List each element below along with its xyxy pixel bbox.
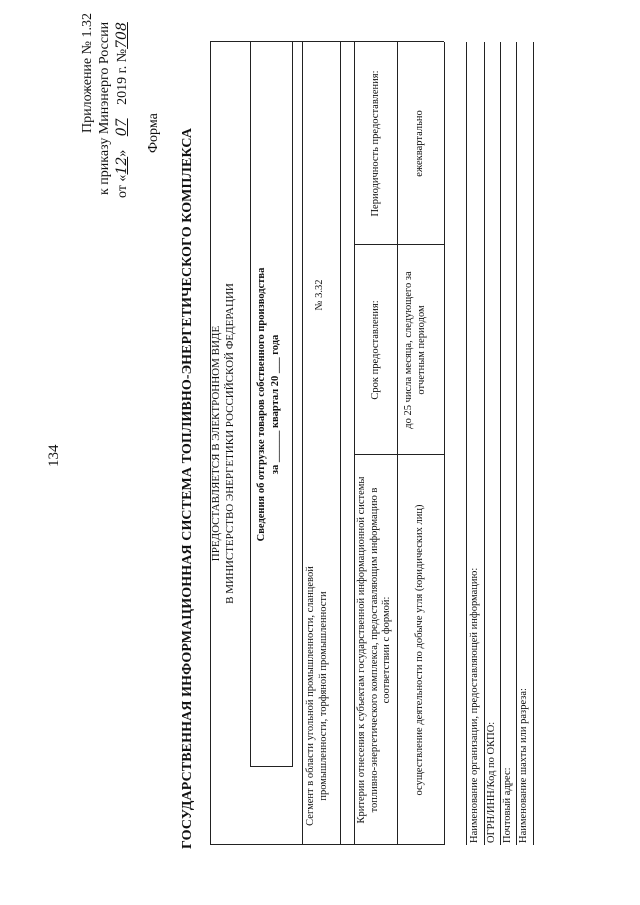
- appendix-line-2: к приказу Минэнерго России: [97, 21, 112, 195]
- fields-border: [516, 42, 517, 845]
- criteria-border: [397, 42, 398, 845]
- table-border: [444, 42, 445, 845]
- submission-line-1: ПРЕДОСТАВЛЯЕТСЯ В ЭЛЕКТРОННОМ ВИДЕ: [210, 325, 222, 562]
- order-number: 708: [114, 22, 130, 49]
- criteria-border: [354, 244, 444, 245]
- page-number: 134: [46, 444, 62, 467]
- field-address: Почтовый адрес:: [502, 767, 513, 843]
- submission-line-2: В МИНИСТЕРСТВО ЭНЕРГЕТИКИ РОССИЙСКОЙ ФЕДЕРАЦИИ: [224, 283, 236, 604]
- table-border: [210, 844, 444, 845]
- report-title-border: [292, 42, 293, 767]
- segment-text: Сегмент в области угольной промышленности, сланцевой промышленности, торфяной промышленности: [305, 566, 329, 826]
- appendix-line-3: от «12» 07 2019 г. №708: [114, 22, 130, 198]
- order-month: 07: [114, 118, 130, 137]
- field-mine: Наименование шахты или разреза:: [518, 688, 529, 843]
- period-header: Периодичность предоставления:: [370, 70, 381, 217]
- fields-border: [466, 42, 467, 845]
- fields-border: [500, 42, 501, 845]
- deadline-header: Срок предоставления:: [370, 300, 381, 400]
- field-organization: Наименование организации, предоставляющей информацию:: [469, 567, 480, 843]
- deadline-value: до 25 числа месяца, следующего за отчетным периодом: [403, 271, 427, 429]
- report-title-line-1: Сведения об отгрузке товаров собственного производства: [256, 267, 267, 542]
- criteria-header: Критерии отнесения к субъектам государственной информационной системы топливно-энергетического комплекса, предоставляющим информацию в соответствии с формой:: [356, 476, 393, 824]
- report-title-border: [250, 42, 251, 767]
- fields-border: [484, 42, 485, 845]
- system-title: ГОСУДАРСТВЕННАЯ ИНФОРМАЦИОННАЯ СИСТЕМА ТОПЛИВНО-ЭНЕРГЕТИЧЕСКОГО КОМПЛЕКСА: [180, 127, 195, 849]
- appendix-line-1: Приложение № 1.32: [80, 13, 95, 133]
- table-border: [210, 41, 444, 42]
- segment-border: [302, 42, 303, 845]
- fields-border: [533, 42, 534, 845]
- form-label: Форма: [146, 113, 161, 153]
- period-value: ежеквартально: [414, 110, 425, 177]
- segment-number: № 3.32: [314, 279, 325, 311]
- criteria-border: [354, 454, 444, 455]
- field-ogrn: ОГРН/ИНН/Код по ОКПО:: [486, 721, 497, 843]
- criteria-border: [354, 42, 355, 845]
- segment-border: [340, 42, 341, 845]
- order-day: 12: [114, 156, 130, 175]
- report-title-line-2: за ______ квартал 20 ___ года: [270, 334, 281, 475]
- criteria-value: осуществление деятельности по добыче угля (юридических лиц): [414, 504, 425, 796]
